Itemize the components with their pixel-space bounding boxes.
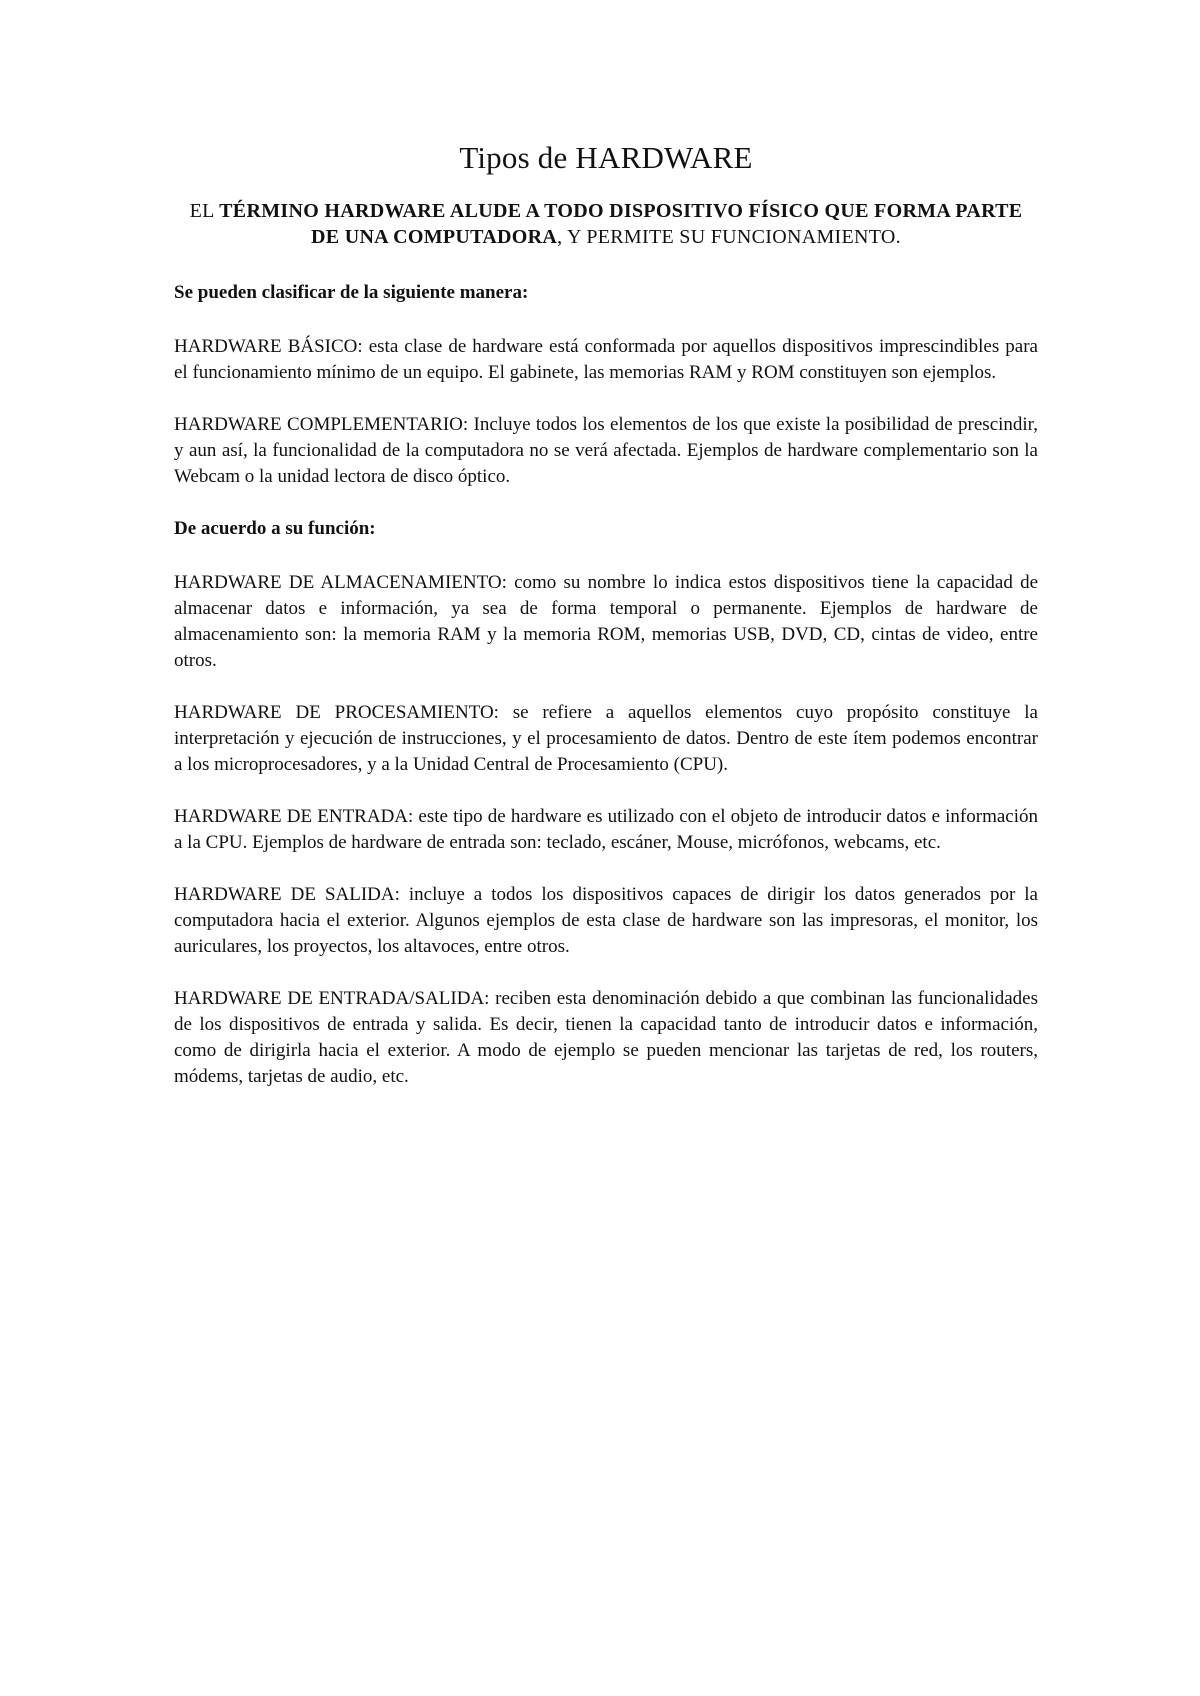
paragraph-procesamiento: HARDWARE DE PROCESAMIENTO: se refiere a aquellos elementos cuyo propósito constituye la interpretación y ejecución de instrucciones, y el procesamiento de datos. Dentro de este ítem podemos encontrar a los microprocesadores, y a la Unidad Central de Procesamiento (CPU).	[174, 702, 1038, 775]
document-page	[174, 140, 1038, 1116]
section-heading: Se pueden clasificar de la siguiente manera:	[174, 282, 529, 303]
paragraph-salida: HARDWARE DE SALIDA: incluye a todos los dispositivos capaces de dirigir los datos generados por la computadora hacia el exterior. Algunos ejemplos de esta clase de hardware son las impresoras, el monitor, los auriculares, los proyectos, los altavoces, entre otros.	[174, 884, 1038, 957]
paragraph-almacenamiento: HARDWARE DE ALMACENAMIENTO: como su nombre lo indica estos dispositivos tiene la capacidad de almacenar datos e información, ya sea de forma temporal o permanente. Ejemplos de hardware de almacenamiento son: la memoria RAM y la memoria ROM, memorias USB, DVD, CD, cintas de video, entre otros.	[174, 572, 1038, 671]
paragraph-hardware-complementario: HARDWARE COMPLEMENTARIO: Incluye todos los elementos de los que existe la posibilidad de prescindir, y aun así, la funcionalidad de la computadora no se verá afectada. Ejemplos de hardware complementario son la Webcam o la unidad lectora de disco óptico.	[174, 414, 1038, 487]
page-title: Tipos de HARDWARE	[459, 140, 753, 175]
subtitle-bold: TÉRMINO HARDWARE ALUDE A TODO DISPOSITIVO FÍSICO QUE FORMA PARTE DE UNA COMPUTADORA	[219, 200, 1023, 248]
paragraph-entrada-salida: HARDWARE DE ENTRADA/SALIDA: reciben esta denominación debido a que combinan las funcionalidades de los dispositivos de entrada y salida. Es decir, tienen la capacidad tanto de introducir datos e información, como de dirigirla hacia el exterior. A modo de ejemplo se pueden mencionar las tarjetas de red, los routers, módems, tarjetas de audio, etc.	[174, 988, 1038, 1087]
subtitle-tail: , Y PERMITE SU FUNCIONAMIENTO.	[557, 226, 901, 248]
section-heading: De acuerdo a su función:	[174, 518, 376, 539]
section-by-function	[174, 516, 1038, 1090]
subtitle-lead: EL	[189, 200, 220, 222]
paragraph-hardware-basico: HARDWARE BÁSICO: esta clase de hardware está conformada por aquellos dispositivos imprescindibles para el funcionamiento mínimo de un equipo. El gabinete, las memorias RAM y ROM constituyen son ejemplos.	[174, 336, 1038, 383]
paragraph-entrada: HARDWARE DE ENTRADA: este tipo de hardware es utilizado con el objeto de introducir datos e información a la CPU. Ejemplos de hardware de entrada son: teclado, escáner, Mouse, micrófonos, webcams, etc.	[174, 806, 1038, 853]
subtitle	[174, 198, 1038, 250]
section-classification	[174, 280, 1038, 490]
